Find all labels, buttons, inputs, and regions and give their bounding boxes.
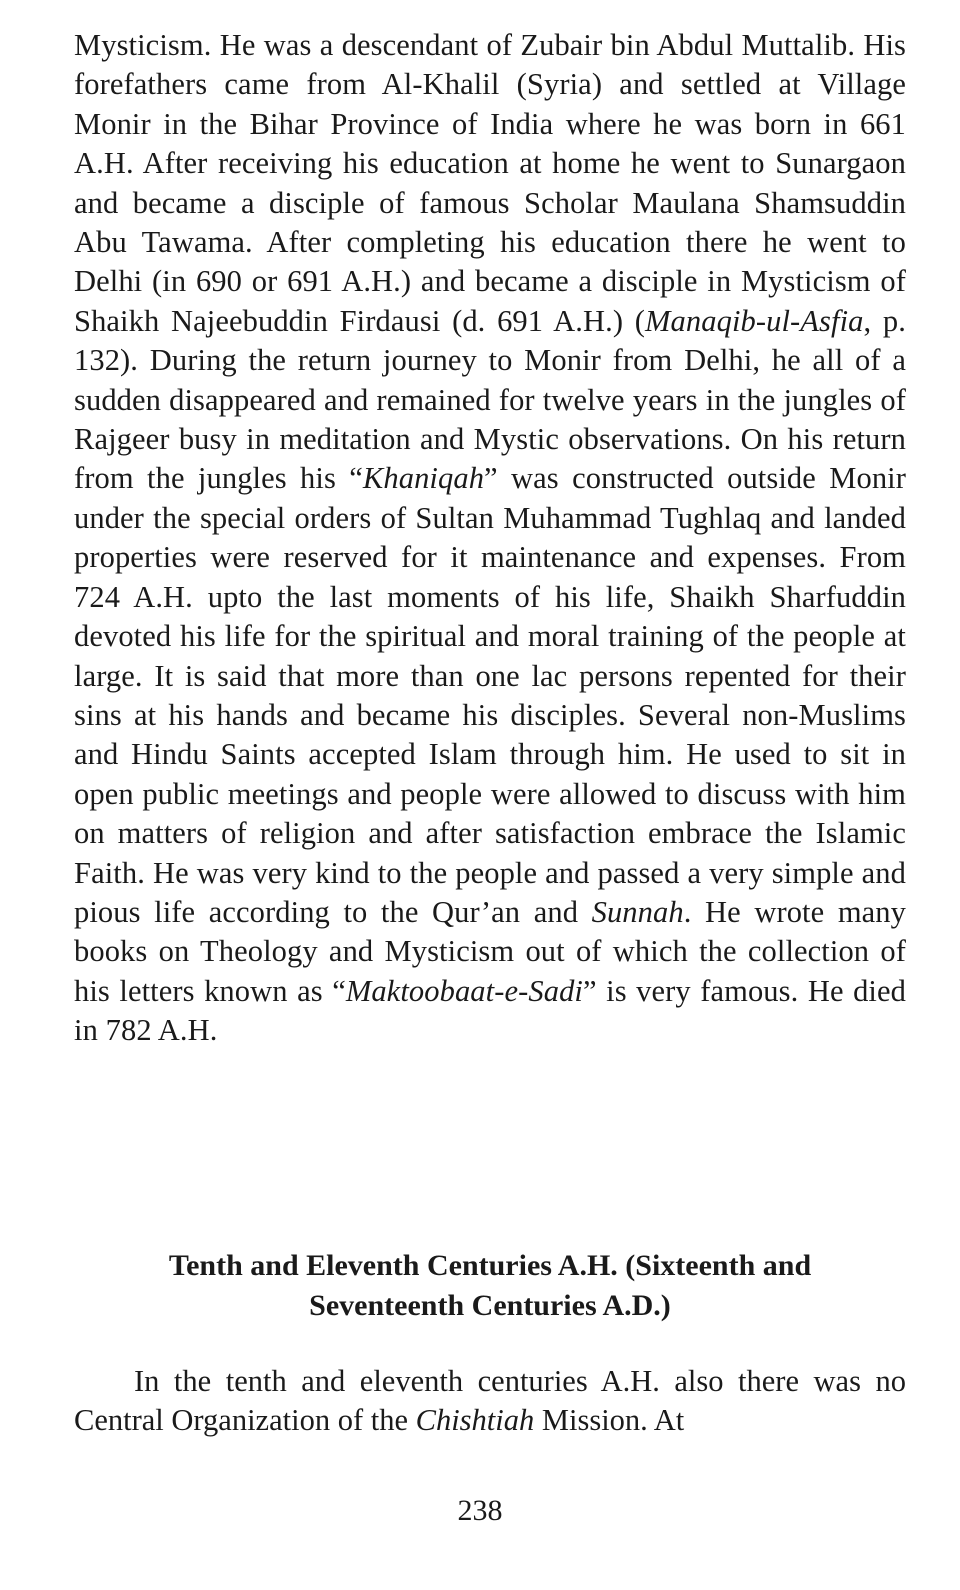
italic-term: Khaniqah (362, 461, 485, 496)
italic-term: Chishtiah (415, 1403, 535, 1438)
italic-term: Manaqib-ul-Asfia (645, 303, 864, 338)
page-body (74, 26, 906, 1051)
section-heading-line-1: Tenth and Eleventh Centuries A.H. (Sixteenth and (168, 1249, 812, 1282)
italic-term: Sunnah (591, 894, 684, 929)
text-segment: Mysticism. He was a descendant of Zubair bin Abdul Muttalib. His forefathers came from Al-Khalil (Syria) and settled at Village Monir in the Bihar Province of India where he was born in 661 A.H. After receiving his education at home he went to Sunargaon and became a disciple of famous Scholar Maulana Shamsuddin Abu Tawama. After completing his education there he went to Delhi (in 690 or 691 A.H.) and became a disciple in Mysticism of Shaikh Najeebuddin Firdausi (d. 691 A.H.) ( (74, 28, 906, 338)
page-number: 238 (457, 1494, 503, 1527)
paragraph-2 (74, 1362, 906, 1441)
section-heading (74, 1246, 906, 1326)
italic-term: Maktoobaat-e-Sadi (345, 973, 583, 1008)
text-segment: In the tenth and eleventh centuries A.H. also there was no Central Organization of the (74, 1364, 906, 1438)
text-segment: . He wrote many books on Theology and Mysticism out of which the collection of his letters known as “ (74, 894, 906, 1008)
text-segment: , p. 132). During the return journey to Monir from Delhi, he all of a sudden disappeared and remained for twelve years in the jungles of Rajgeer busy in meditation and Mystic observations. On his return from the jungles his “ (74, 303, 906, 496)
text-segment: Mission. At (534, 1403, 685, 1438)
section-heading-line-2: Seventeenth Centuries A.D.) (309, 1289, 671, 1322)
text-segment: ” was constructed outside Monir under the special orders of Sultan Muhammad Tughlaq and landed properties were reserved for it maintenance and expenses. From 724 A.H. upto the last moments of his life, Shaikh Sharfuddin devoted his life for the spiritual and moral training of the people at large. It is said that more than one lac persons repented for their sins at his hands and became his disciples. Several non-Muslims and Hindu Saints accepted Islam through him. He used to sit in open public meetings and people were allowed to discuss with him on matters of religion and after satisfaction embrace the Islamic Faith. He was very kind to the people and passed a very simple and pious life according to the Qur’an and (74, 461, 906, 929)
text-segment: ” is very famous. He died in 782 A.H. (74, 973, 906, 1048)
paragraph-1 (74, 26, 906, 1051)
